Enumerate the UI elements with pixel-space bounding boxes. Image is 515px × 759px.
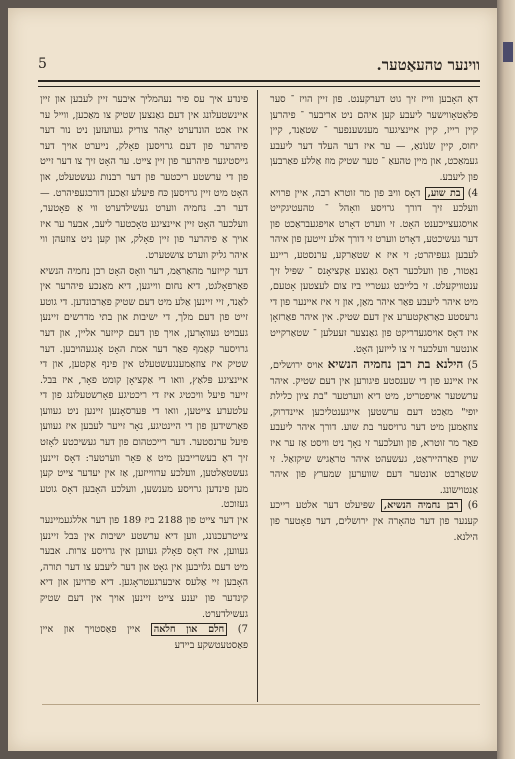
section-4-text: דאָס וויבּ פון מר זוטרא רבה, איין פרויא וועלכע זיך דורך גרויסע וואָהל ־ טהעטיגקייט אויסגעצייכענט האָט. זי ווערט דאָרט אויפגעבראַכט פון דער געשיכטע, דאָרט ווערט זי דורך אלע זייטען פון איהר לעבען געפיהרט; זי איז א שטאַרקע, ערנסטע, ריינע נאַטור, פון וועלכער דאָס גאַנצע אַקציאָנס ־ שפּיל זיך ענטוויקעלט. זי בלייבט געטריי ביז צום לעצטען אָטעם, מיט איהר ליעבע פאַר איהר מאַן, און זי איז איינער פון די גרעסטע כאַראַקטערע אין דעם שטיק. אין איהר פאַרזאָן איז דאָס אויסגעדריקט פון גאַנצער זעעלען ־ שטאַרקייט אונטער וועלכער זי צו לייזען האָט.: [270, 187, 478, 355]
running-title: ווינער טהעאַטער.: [376, 56, 480, 74]
section-6-heading: רבן נחמיה הנשיא,: [381, 499, 462, 512]
section-5: [270, 357, 478, 498]
section-7: [40, 622, 248, 653]
section-5-number: 5): [467, 360, 478, 372]
header-rule: [38, 80, 480, 87]
section-7-heading: חלם און חלאה: [151, 623, 228, 636]
section-6-number: 6): [467, 500, 478, 512]
left-paragraph-3: אין דער צייט פון 2188 ביז 189 פון דער אללגעמיינער צייטרעכנונג, ווען דיא ערשטע ישיבות אין בּבל זיינען געווען, איז דאָס פאָלק געווען אין גרויסע צרות. אבער מיט דעם גלויבען אין גאָט און דער ליעבע צו דער תורה, האָבען זיי אַלעס איבערגעטראָגען. דיא פרויען און דיא קינדער פון יענע צייט זיינען אויך אין דעם שטיק געשילדערט.: [40, 515, 248, 620]
section-6-text: שפּיעלט דער אלטע רייכע קענער פון דער טהאָרה אין ירושלים, דער פאָטער פון הילנא.: [270, 500, 478, 543]
section-4: [270, 186, 478, 358]
page: [8, 8, 497, 751]
section-6: [270, 498, 478, 545]
right-column: [270, 92, 478, 545]
intro-paragraph: דאָ האָבען ווייז זיך גוט דערקענט. פון זיין הויז ־ סער פלאַטאָווישער ליעבע קען איהם ניט אריבער ־ פיהרען קיין רייז, קיין איינציגער מענשענפער ־ שטאַנד, קיין יחוס, קיין שׂנוֹנאַ, — ער איז דער העלד דער ליעבע געמאַכט, און מיין טהעאַ ־ טער שטיק מוז אַללע פאַרבען פון ליעבע.: [270, 94, 478, 183]
section-4-heading: בת שוע,: [425, 187, 464, 200]
left-column: [40, 92, 248, 653]
section-4-number: 4): [467, 187, 478, 199]
section-7-text: איין פאַסטויך און איין פאַסטעטשקע ביידע: [40, 624, 248, 651]
section-7-number: 7): [237, 624, 248, 636]
page-tab-marker: [503, 42, 513, 62]
column-divider: [257, 90, 258, 702]
next-page-edge: [497, 0, 515, 759]
left-paragraph-2: דער קייזער מהאַראַמ, דער וואָס האָט רבן נחמיה הנשיא פאַרפאָלגט, דיא נחום ווייגען, דיא מאַנכע פיהרער אין לאַנד, זיי זיינען אַלע מיט דעם שטיק פאַרבונדען. די גוטע זייט פון דעם מלך, די ישיבות און בתי מדרשים זיינען געבויט געוואָרען, אויך פון דעם קייזער אליין, און דער גרויסער קאַמף פאַר דער אמת האָט אָנגעהויבען. דער שטיק איז צוזאַמענגעשטעלט אין פינף אַקטען, און די איינציגע פּלאַץ, וואו די אַקציאָן קומט פאָר, איז בּבל. זייער פיעל וויכטיג איז די ריכטיגע פאָרשטעלונג פון די עלטערע צייטען, וואו די פּערסאָנען זיינען ניט געווען פאַרשידען פון די היינטיגע, נאָר זייער לעבען איז געווען פיעל ערנסטער. דער רייכטהום פון דער געשיכטע לאָזט זיך דאָ בעשרייבען מיט אַ פּאָר ווערטער: דאָס זיינען געשטאַלטען, וועלכע ערווייזען, אַז אין יעדער צייט קען מען פינדען גרויסע מענשען, וועלכע האָבען דאָס גוטע געזוכט.: [40, 265, 248, 511]
left-paragraph-1: פינדע איך עס פיר נעהמליך איבער זיין לעבען און זיין איינשטעלונג אין דעם גאַנצען שטיק צו מאַכען, ווייל ער איז אכט הונדערט יאָהר צוריק געוועזען ניט נור דער פיהרער פון דעם גרויסען פאָלק, נייערט אויך דער גייסטיגער פיהרער פון זיין צייט. ער האָט זיך צו דער זייט פון די ערשטע ריכטער פון דער רבנות געשטעלט, און האָט מיט זיין גרויסען כּח פיעלע זאַכען דורכגעפיהרט. — דער רב. נחמיה ווערט געשילדערט ווי אַ פאָטער, וועלכער האָט זיין איינציגע טאָכטער ליעב, אבער ער איז אויך אַ פיהרער פון זיין פאָלק, און קען ניט צוזעהן ווי איהר גליק ווערט צושטערט.: [40, 94, 248, 261]
section-5-text: אויס ירושלים, איז איינע פון די שענסטע פיגורען אין דעם שטיק. איהר ערשטער אויפטריט, מיט דיא ווערטער "בת ציון כלילת יופי" מאַכט דעם ערשטען אייגענטליכען איינדרוק, צוזאַמען מיט דער גרויסער בת שוע. דורך איהר ליעבע פאַר מר זוטרא, פון וועלכער זי נאָך ניט וויסט אַז ער איז שוין פאַרהייראַט, געשעהט איהר טראַגיש שיקזאַל. זי שטאַרבט אונטער דעם שווערען שמערץ פון איהר אַנטוישונג.: [270, 360, 478, 496]
page-header: [38, 54, 480, 80]
page-number: 5: [38, 56, 47, 72]
section-5-heading: הילנא בת רבן נחמיה הנשיא: [327, 357, 464, 372]
page-bottom-rule: [42, 704, 480, 705]
